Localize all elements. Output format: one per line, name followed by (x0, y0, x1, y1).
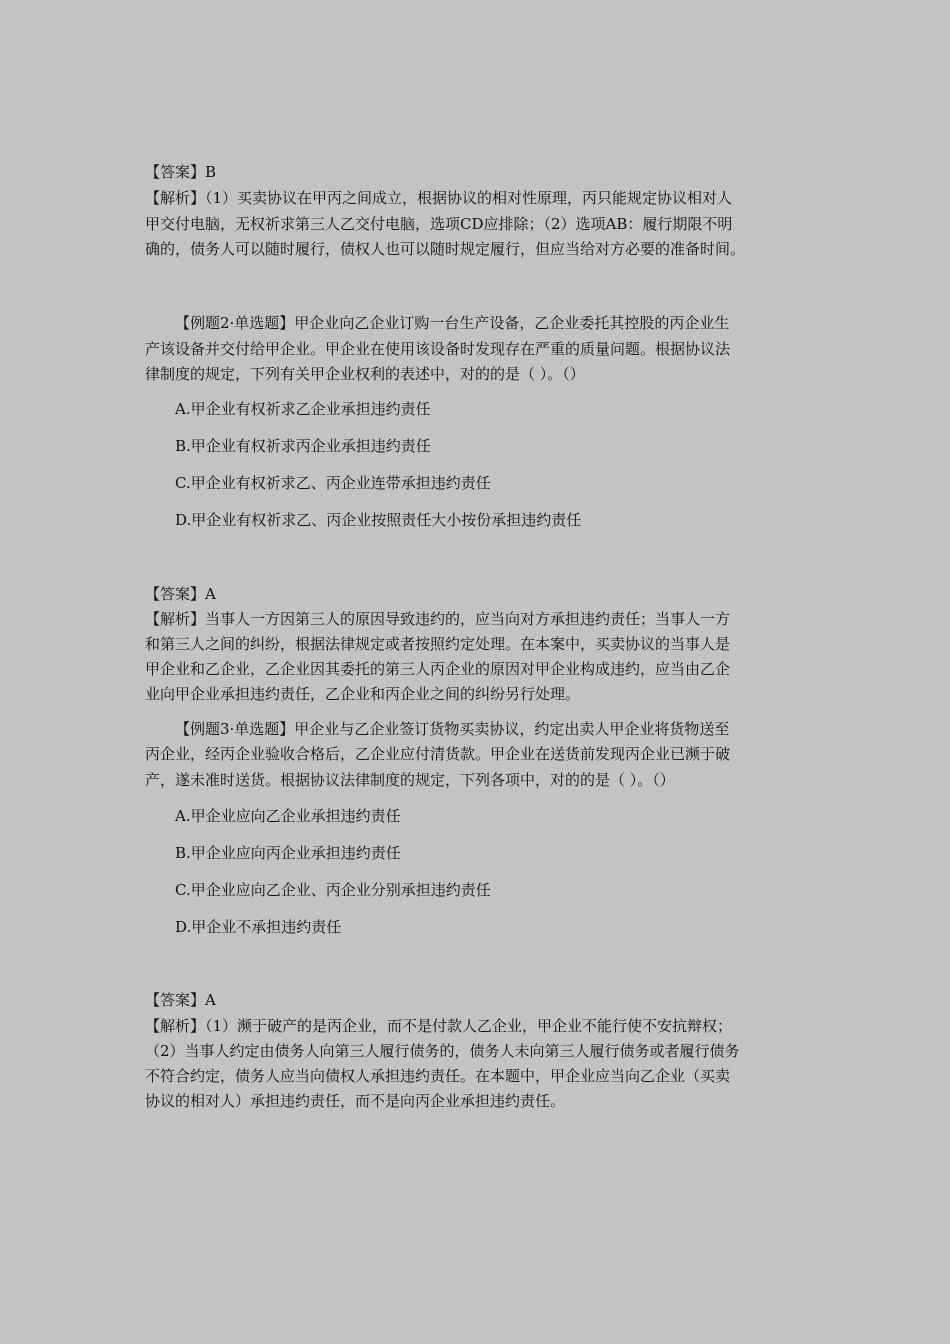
analysis-3-line-3: 不符合约定，债务人应当向债权人承担违约责任。在本题中，甲企业应当向乙企业（买卖 (145, 1067, 731, 1085)
question-3-stem-line-3: 产，遂未准时送货。根据协议法律制度的规定，下列各项中，对的的是（ ）。（） (145, 771, 675, 789)
question-3-option-b: B.甲企业应向丙企业承担违约责任 (175, 844, 401, 862)
analysis-2-line-1: 【解析】当事人一方因第三人的原因导致违约的，应当向对方承担违约责任；当事人一方 (145, 610, 731, 628)
question-2-option-b: B.甲企业有权祈求丙企业承担违约责任 (175, 437, 431, 455)
question-2-option-c: C.甲企业有权祈求乙、丙企业连带承担违约责任 (175, 474, 491, 492)
question-3-stem-line-1: 【例题3·单选题】甲企业与乙企业签订货物买卖协议，约定出卖人甲企业将货物送至 (175, 720, 730, 738)
analysis-1-line-2: 甲交付电脑，无权祈求第三人乙交付电脑，选项CD应排除；（2）选项AB：履行期限不明 (145, 215, 733, 233)
question-2-option-a: A.甲企业有权祈求乙企业承担违约责任 (175, 400, 431, 418)
question-3-option-d: D.甲企业不承担违约责任 (175, 918, 342, 936)
answer-1: 【答案】B (145, 163, 217, 181)
question-2-stem-line-2: 产该设备并交付给甲企业。甲企业在使用该设备时发现存在严重的质量问题。根据协议法 (145, 340, 731, 358)
analysis-1-line-3: 确的，债务人可以随时履行，债权人也可以随时规定履行，但应当给对方必要的准备时间。 (145, 240, 746, 258)
analysis-1-line-1: 【解析】（1）买卖协议在甲丙之间成立，根据协议的相对性原理，丙只能规定协议相对人 (145, 189, 733, 207)
analysis-2-line-3: 甲企业和乙企业，乙企业因其委托的第三人丙企业的原因对甲企业构成违约，应当由乙企 (145, 660, 731, 678)
question-3-stem-line-2: 丙企业，经丙企业验收合格后，乙企业应付清货款。甲企业在送货前发现丙企业已濒于破 (145, 745, 731, 763)
question-2-stem-line-3: 律制度的规定，下列有关甲企业权利的表述中，对的的是（ ）。（） (145, 365, 585, 383)
analysis-3-line-1: 【解析】（1）濒于破产的是丙企业，而不是付款人乙企业，甲企业不能行使不安抗辩权； (145, 1017, 733, 1035)
answer-3: 【答案】A (145, 991, 216, 1009)
analysis-2-line-4: 业向甲企业承担违约责任，乙企业和丙企业之间的纠纷另行处理。 (145, 685, 581, 703)
question-2-stem-line-1: 【例题2·单选题】甲企业向乙企业订购一台生产设备，乙企业委托其控股的丙企业生 (175, 314, 730, 332)
question-3-option-a: A.甲企业应向乙企业承担违约责任 (175, 807, 401, 825)
question-3-option-c: C.甲企业应向乙企业、丙企业分别承担违约责任 (175, 881, 491, 899)
answer-2: 【答案】A (145, 585, 216, 603)
analysis-3-line-2: （2）当事人约定由债务人向第三人履行债务的，债务人未向第三人履行债务或者履行债务 (145, 1042, 740, 1060)
analysis-2-line-2: 和第三人之间的纠纷，根据法律规定或者按照约定处理。在本案中，买卖协议的当事人是 (145, 635, 731, 653)
question-2-option-d: D.甲企业有权祈求乙、丙企业按照责任大小按份承担违约责任 (175, 511, 582, 529)
analysis-3-line-4: 协议的相对人）承担违约责任，而不是向丙企业承担违约责任。 (145, 1092, 566, 1110)
